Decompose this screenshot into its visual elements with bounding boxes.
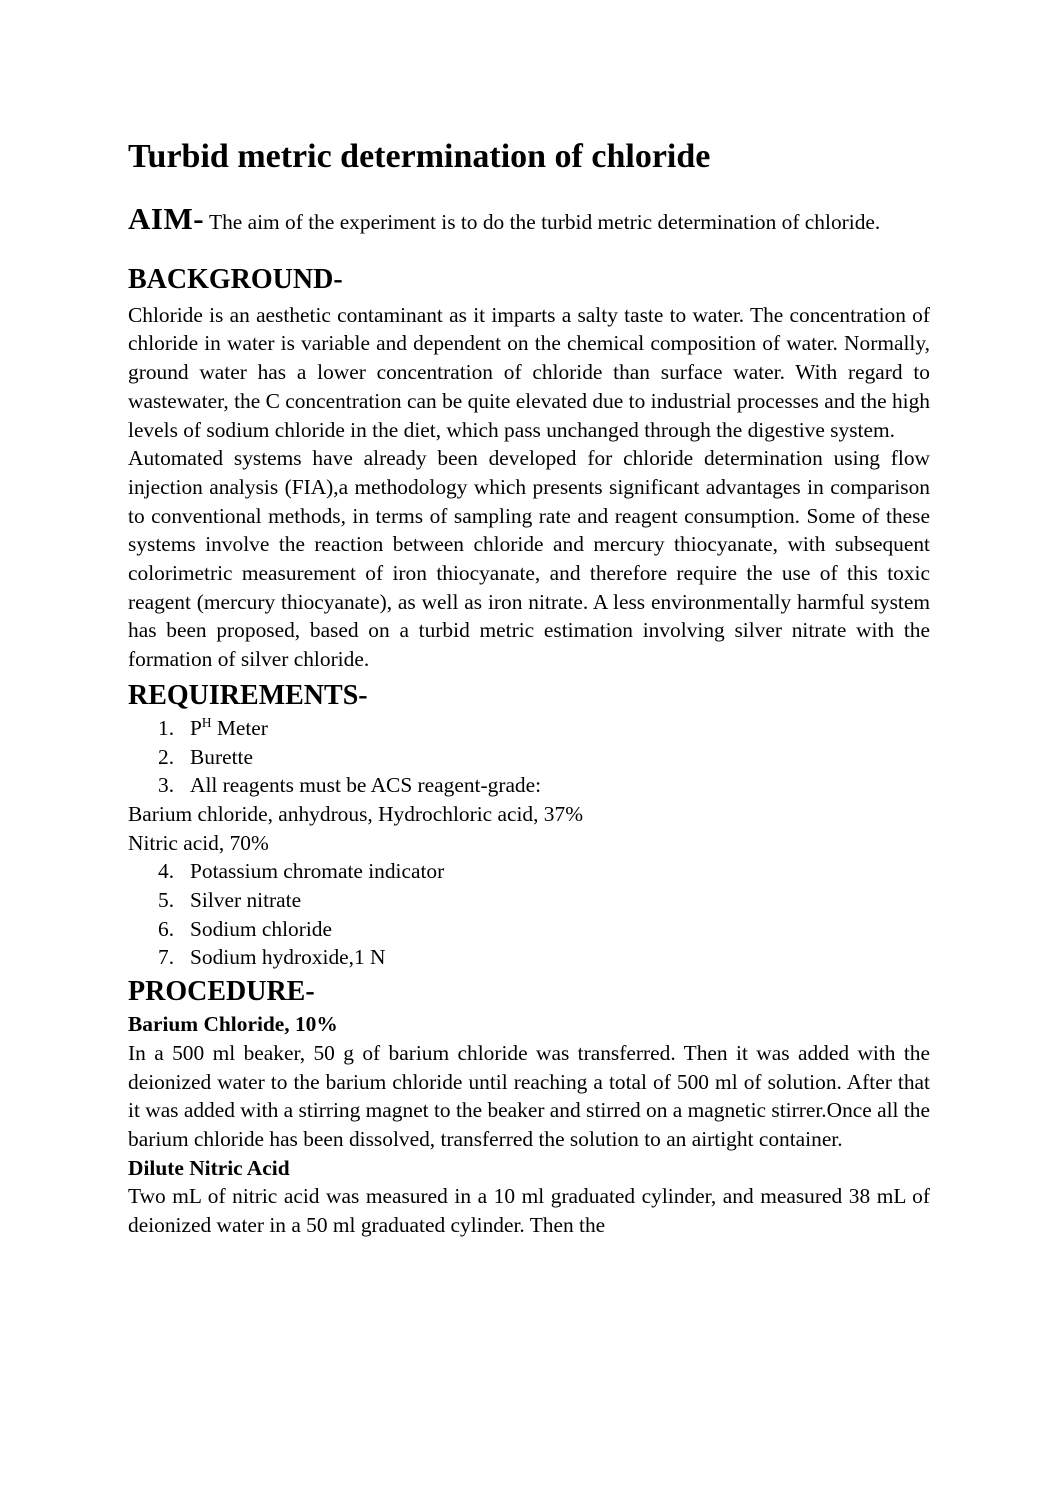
requirement-number: 4. xyxy=(158,859,175,884)
procedure-heading: PROCEDURE- xyxy=(128,976,315,1008)
procedure-subheading-dilute-nitric-acid: Dilute Nitric Acid xyxy=(128,1155,290,1180)
requirement-continuation-line-2: Nitric acid, 70% xyxy=(128,830,269,855)
requirement-item-5 xyxy=(128,886,930,915)
requirement-number: 3. xyxy=(158,773,175,798)
requirement-number: 2. xyxy=(158,744,175,769)
requirement-text-base: P xyxy=(190,715,202,740)
requirement-number: 1. xyxy=(158,715,175,740)
requirement-text: Potassium chromate indicator xyxy=(190,859,445,884)
requirement-item-7 xyxy=(128,943,930,972)
requirement-text: Burette xyxy=(190,744,253,769)
aim-text: The aim of the experiment is to do the turbid metric determination of chloride. xyxy=(209,210,881,234)
procedure-paragraph-barium-chloride: In a 500 ml beaker, 50 g of barium chloride was transferred. Then it was added with the deionized water to the barium chloride until reaching a total of 500 ml of solution. After that it was added with a stirring magnet to the beaker and stirred on a magnetic stirrer.Once all the barium chloride has been dissolved, transferred the solution to an airtight container. xyxy=(128,1040,930,1151)
procedure-subheading-barium-chloride: Barium Chloride, 10% xyxy=(128,1012,338,1037)
background-heading: BACKGROUND- xyxy=(128,263,343,295)
procedure-paragraph-dilute-nitric-acid: Two mL of nitric acid was measured in a 10 ml graduated cylinder, and measured 38 mL of deionized water in a 50 ml graduated cylinder. Then the xyxy=(128,1184,930,1238)
requirements-heading: REQUIREMENTS- xyxy=(128,679,368,711)
background-paragraph-2: Automated systems have already been developed for chloride determination using flow injection analysis (FIA),a methodology which presents significant advantages in comparison to conventional methods, in terms of sampling rate and reagent consumption. Some of these systems involve the reaction between chloride and mercury thiocyanate, with subsequent colorimetric measurement of iron thiocyanate, and therefore require the use of this toxic reagent (mercury thiocyanate), as well as iron nitrate. A less environmentally harmful system has been proposed, based on a turbid metric estimation involving silver nitrate with the formation of silver chloride. xyxy=(128,446,930,672)
requirement-item-2 xyxy=(128,743,930,772)
requirement-text-rest: Meter xyxy=(211,715,268,740)
requirement-item-1 xyxy=(128,714,930,743)
aim-label: AIM- xyxy=(128,201,205,236)
background-paragraph-1: Chloride is an aesthetic contaminant as it imparts a salty taste to water. The concentration of chloride in water is variable and dependent on the chemical composition of water. Normally, ground water has a lower concentration of chloride than surface water. With regard to wastewater, the C concentration can be quite elevated due to industrial processes and the high levels of sodium chloride in the diet, which pass unchanged through the digestive system. xyxy=(128,302,930,442)
superscript-h: H xyxy=(201,714,212,730)
page-title: Turbid metric determination of chloride xyxy=(128,138,711,175)
requirement-text: Sodium hydroxide,1 N xyxy=(190,945,386,970)
requirement-number: 7. xyxy=(158,945,175,970)
requirement-continuation-line-1: Barium chloride, anhydrous, Hydrochloric acid, 37% xyxy=(128,801,584,826)
requirement-item-4 xyxy=(128,857,930,886)
requirement-text xyxy=(190,714,930,743)
requirement-number: 5. xyxy=(158,888,175,913)
requirement-item-3 xyxy=(128,771,930,800)
requirement-number: 6. xyxy=(158,916,175,941)
aim-paragraph xyxy=(128,203,930,237)
requirement-text: Silver nitrate xyxy=(190,888,302,913)
requirement-text: All reagents must be ACS reagent-grade: xyxy=(190,773,542,798)
requirement-item-6 xyxy=(128,915,930,944)
requirement-text: Sodium chloride xyxy=(190,916,332,941)
